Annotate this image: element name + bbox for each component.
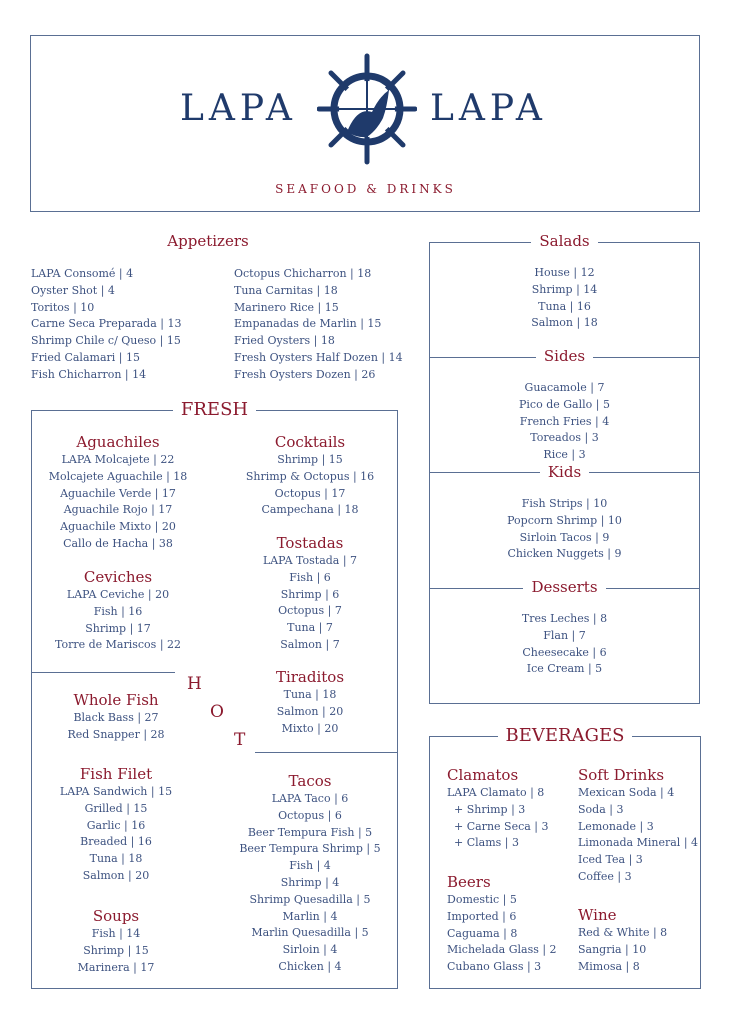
menu-item: Toreados | 3: [530, 431, 599, 445]
menu-item: + Carne Seca | 3: [447, 819, 549, 833]
menu-item: French Fries | 4: [519, 414, 610, 428]
menu-item: Lemonade | 3: [578, 819, 654, 833]
hot-letter: T: [234, 730, 246, 750]
menu-item: Aguachile Rojo | 17: [63, 503, 173, 517]
menu-item: Octopus | 6: [278, 808, 342, 822]
menu-item: Aguachile Verde | 17: [60, 486, 176, 500]
menu-item: Black Bass | 27: [73, 711, 159, 724]
section-title: Whole Fish: [73, 691, 159, 709]
section-title: Clamatos: [447, 766, 519, 784]
fish-filet-section: [16, 764, 216, 885]
menu-item: Tuna | 18: [89, 852, 143, 866]
menu-item: LAPA Sandwich | 15: [59, 785, 173, 798]
menu-item: Shrimp | 15: [83, 943, 149, 957]
menu-item: Shrimp Chile c/ Queso | 15: [31, 334, 181, 348]
menu-item: Popcorn Shrimp | 10: [507, 513, 622, 527]
menu-item: + Clams | 3: [447, 836, 519, 850]
section-title: Soups: [92, 907, 140, 925]
menu-item: LAPA Ceviche | 20: [66, 588, 170, 601]
soft-drinks-section: [578, 765, 698, 886]
menu-item: Shrimp | 17: [85, 621, 151, 635]
soups-section: [16, 906, 216, 976]
menu-item: Campechana | 18: [261, 503, 359, 517]
menu-item: + Shrimp | 3: [447, 802, 526, 816]
ceviches-section: [18, 567, 218, 654]
ship-wheel-logo-icon: [317, 52, 417, 168]
menu-item: Beer Tempura Shrimp | 5: [239, 842, 381, 856]
section-title: Beers: [447, 873, 491, 891]
menu-item: Iced Tea | 3: [578, 853, 643, 867]
menu-item: Chicken Nuggets | 9: [507, 547, 622, 561]
fresh-title: FRESH: [173, 399, 256, 420]
menu-item: Fresh Oysters Dozen | 26: [234, 367, 376, 381]
menu-item: Shrimp | 14: [531, 282, 598, 296]
menu-item: Breaded | 16: [80, 835, 152, 849]
section-title-text: Desserts: [523, 578, 605, 596]
menu-item: Fish | 14: [91, 927, 141, 940]
menu-item: Mimosa | 8: [578, 959, 640, 973]
menu-item: Guacamole | 7: [524, 381, 605, 394]
menu-item: Salmon | 20: [276, 704, 344, 718]
menu-item: Tuna | 16: [538, 299, 591, 313]
menu-item: Octopus | 7: [278, 604, 342, 618]
appetizers-title: Appetizers: [167, 232, 249, 250]
menu-item: Sirloin Tacos | 9: [519, 530, 610, 544]
hot-letter: H: [187, 674, 202, 694]
menu-item: Shrimp Quesadilla | 5: [249, 892, 371, 906]
menu-item: Fish | 4: [289, 859, 331, 873]
menu-item: Octopus | 17: [274, 486, 346, 500]
menu-item: Fish Chicharron | 14: [31, 367, 147, 381]
menu-item: House | 12: [534, 266, 595, 279]
menu-item: Shrimp | 15: [277, 453, 343, 466]
menu-item: Sangria | 10: [578, 942, 647, 956]
menu-item: Michelada Glass | 2: [447, 943, 557, 957]
beers-section: [447, 872, 557, 976]
menu-item: Aguachile Mixto | 20: [60, 520, 176, 534]
menu-item: Garlic | 16: [86, 818, 146, 832]
menu-item: Red & White | 8: [578, 926, 668, 939]
cocktails-section: [210, 432, 410, 519]
menu-item: Callo de Hacha | 38: [63, 536, 173, 550]
menu-item: LAPA Tostada | 7: [262, 554, 358, 567]
menu-item: Rice | 3: [543, 448, 586, 462]
brand-left: LAPA: [180, 88, 297, 129]
section-title: Ceviches: [83, 568, 153, 586]
section-title: [429, 462, 700, 482]
menu-item: Octopus Chicharron | 18: [234, 267, 372, 280]
kids-section: [429, 462, 700, 563]
section-title: Cocktails: [274, 433, 346, 451]
menu-item: Mexican Soda | 4: [578, 786, 675, 799]
menu-item: Tuna Carnitas | 18: [234, 283, 338, 297]
brand-right: LAPA: [430, 88, 547, 129]
tostadas-section: [210, 533, 410, 654]
menu-item: Salmon | 7: [280, 637, 340, 651]
menu-item: LAPA Clamato | 8: [447, 786, 545, 799]
menu-item: Domestic | 5: [447, 893, 517, 906]
menu-item: Oyster Shot | 4: [31, 283, 115, 297]
menu-item: Salmon | 20: [82, 868, 150, 882]
menu-item: Red Snapper | 28: [67, 727, 165, 741]
menu-item: Caguama | 8: [447, 926, 518, 940]
section-title: Aguachiles: [76, 433, 160, 451]
section-title: Fish Filet: [79, 765, 153, 783]
whole-fish-section: [16, 690, 216, 744]
section-title-text: Kids: [540, 463, 589, 481]
menu-item: Beer Tempura Fish | 5: [247, 825, 373, 839]
menu-item: LAPA Consomé | 4: [31, 267, 134, 280]
menu-item: Torre de Mariscos | 22: [54, 638, 182, 652]
section-title: Tiraditos: [275, 668, 345, 686]
menu-item: Chicken | 4: [278, 959, 342, 973]
menu-item: Tuna | 18: [283, 688, 337, 701]
menu-item: Tres Leches | 8: [521, 612, 608, 625]
section-title: [429, 346, 700, 366]
menu-item: Marinero Rice | 15: [234, 300, 339, 314]
beverages-title: BEVERAGES: [498, 725, 633, 746]
appetizers-left: [31, 266, 181, 384]
hot-letter: O: [210, 702, 224, 722]
section-title: [429, 577, 700, 597]
section-title: Tostadas: [276, 534, 344, 552]
menu-item: Fried Oysters | 18: [234, 334, 335, 348]
clamatos-section: [447, 765, 549, 852]
menu-item: Carne Seca Preparada | 13: [31, 317, 182, 331]
menu-item: Tuna | 7: [287, 621, 333, 635]
menu-item: LAPA Taco | 6: [271, 792, 349, 805]
menu-item: Cubano Glass | 3: [447, 960, 542, 974]
menu-item: Salmon | 18: [531, 316, 598, 330]
menu-item: Soda | 3: [578, 802, 624, 816]
desserts-section: [429, 577, 700, 678]
menu-item: Cheesecake | 6: [522, 645, 607, 659]
salads-section: [429, 231, 700, 332]
divider: [31, 672, 175, 673]
section-title: Wine: [578, 906, 617, 924]
sides-section: [429, 346, 700, 464]
menu-item: Flan | 7: [543, 628, 586, 642]
menu-item: Fish | 16: [93, 604, 143, 618]
menu-item: Mixto | 20: [281, 721, 339, 735]
menu-item: LAPA Molcajete | 22: [61, 453, 175, 466]
section-title-text: Sides: [536, 347, 593, 365]
wine-section: [578, 905, 667, 975]
divider: [255, 752, 398, 753]
menu-item: Shrimp | 6: [280, 587, 340, 601]
tacos-section: [210, 771, 410, 976]
menu-item: Sirloin | 4: [282, 943, 338, 957]
menu-item: Molcajete Aguachile | 18: [48, 469, 188, 483]
section-title: Tacos: [288, 772, 332, 790]
menu-item: Shrimp | 4: [280, 875, 340, 889]
menu-item: Toritos | 10: [31, 300, 95, 314]
menu-item: Coffee | 3: [578, 869, 632, 883]
aguachiles-section: [18, 432, 218, 553]
menu-item: Fish | 6: [289, 570, 331, 584]
menu-item: Marlin | 4: [282, 909, 338, 923]
menu-item: Pico de Gallo | 5: [519, 397, 610, 411]
menu-item: Fish Strips | 10: [521, 497, 608, 510]
tiraditos-section: [210, 667, 410, 737]
menu-item: Marinera | 17: [77, 960, 155, 974]
menu-item: Ice Cream | 5: [526, 662, 603, 676]
appetizers-right: [234, 266, 403, 384]
section-title-text: Salads: [531, 232, 597, 250]
menu-item: Limonada Mineral | 4: [578, 836, 699, 850]
menu-item: Shrimp & Octopus | 16: [245, 469, 375, 483]
section-title: [429, 231, 700, 251]
menu-item: Empanadas de Marlin | 15: [234, 317, 382, 331]
menu-item: Imported | 6: [447, 909, 517, 923]
menu-item: Fried Calamari | 15: [31, 350, 140, 364]
menu-item: Marlin Quesadilla | 5: [251, 926, 369, 940]
menu-item: Grilled | 15: [84, 801, 148, 815]
section-title: Soft Drinks: [578, 766, 665, 784]
menu-item: Fresh Oysters Half Dozen | 14: [234, 350, 403, 364]
tagline: SEAFOOD & DRINKS: [275, 182, 456, 196]
